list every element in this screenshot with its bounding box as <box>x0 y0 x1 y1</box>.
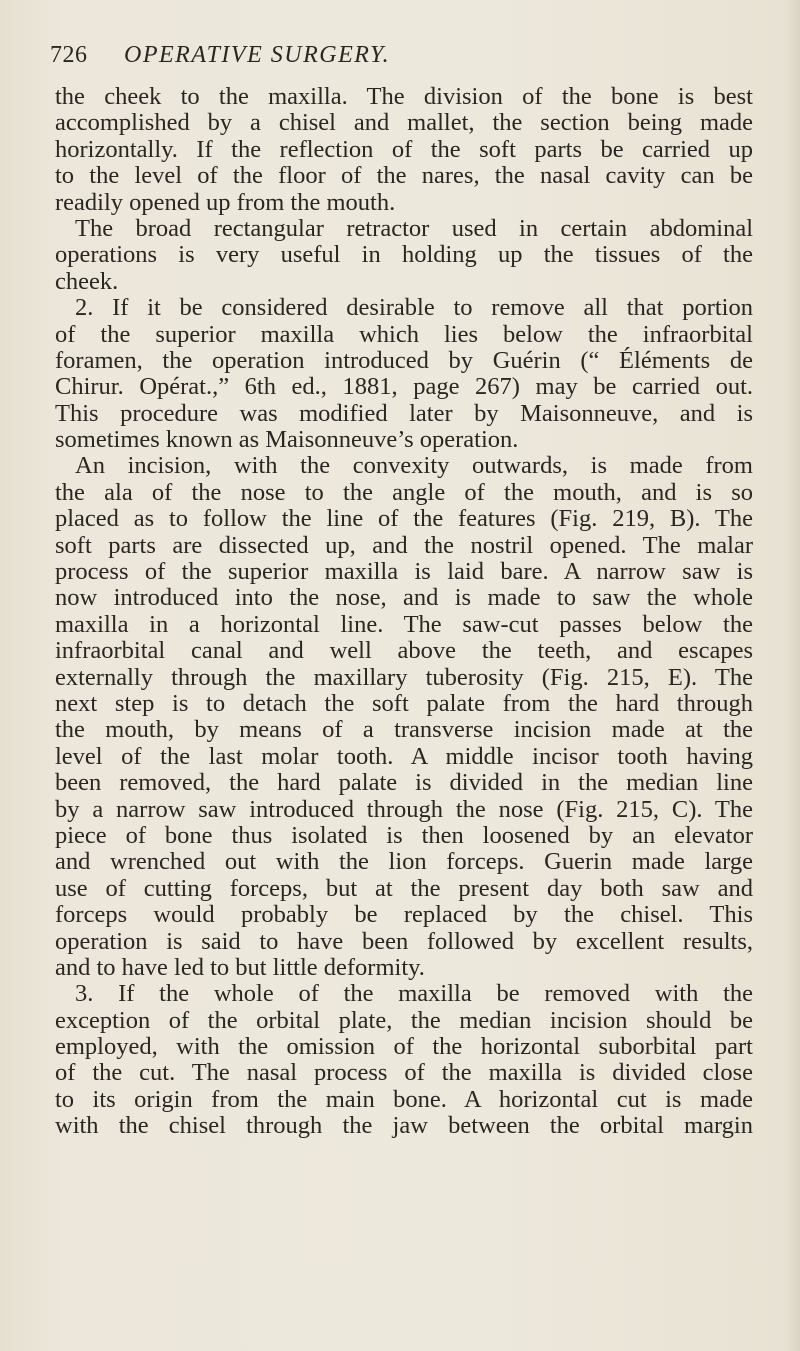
body-text <box>55 84 753 1140</box>
text-line: exception of the orbital plate, the median incision should be <box>55 1006 753 1034</box>
text-line: to the level of the floor of the nares, the nasal cavity can be <box>55 162 753 190</box>
text-line: use of cutting forceps, but at the present day both saw and <box>55 874 753 902</box>
text-line: horizontally. If the reflection of the soft parts be carried up <box>55 135 753 163</box>
page-header <box>0 36 800 76</box>
text-line: externally through the maxillary tuberosity (Fig. 215, E). The <box>55 663 753 691</box>
text-line: and wrenched out with the lion forceps. Guerin made large <box>55 848 753 876</box>
text-line: of the cut. The nasal process of the maxilla is divided close <box>55 1059 753 1087</box>
text-line: accomplished by a chisel and mallet, the section being made <box>55 109 753 137</box>
text-line: This procedure was modified later by Maisonneuve, and is <box>55 399 753 427</box>
text-line: operation is said to have been followed by excellent results, <box>55 927 753 955</box>
text-line: the cheek to the maxilla. The division of the bone is best <box>55 83 753 110</box>
text-line: level of the last molar tooth. A middle incisor tooth having <box>55 742 753 770</box>
text-line: next step is to detach the soft palate from the hard through <box>55 689 753 717</box>
page-number: 726 <box>50 42 88 68</box>
text-line: cheek. <box>55 267 119 295</box>
text-line: process of the superior maxilla is laid bare. A narrow saw is <box>55 558 753 586</box>
text-line: piece of bone thus isolated is then loosened by an elevator <box>55 821 753 849</box>
text-line: An incision, with the convexity outwards, is made from <box>75 452 753 480</box>
text-line: and to have led to but little deformity. <box>55 953 425 981</box>
text-line: infraorbital canal and well above the teeth, and escapes <box>55 637 753 665</box>
text-line: 3. If the whole of the maxilla be removed with the <box>75 980 753 1008</box>
text-line: maxilla in a horizontal line. The saw-cut passes below the <box>55 610 753 638</box>
text-line: readily opened up from the mouth. <box>55 188 396 216</box>
text-line: The broad rectangular retractor used in certain abdominal <box>75 214 753 242</box>
text-line: with the chisel through the jaw between the orbital margin <box>55 1112 753 1140</box>
text-line: the ala of the nose to the angle of the mouth, and is so <box>55 478 753 506</box>
text-line: sometimes known as Maisonneuve’s operation. <box>55 426 519 454</box>
text-line: employed, with the omission of the horizontal suborbital part <box>55 1033 753 1061</box>
text-line: operations is very useful in holding up the tissues of the <box>55 241 753 269</box>
text-line: forceps would probably be replaced by the chisel. This <box>55 901 753 929</box>
text-line: foramen, the operation introduced by Guérin (“ Éléments de <box>55 346 753 374</box>
page-edge-shadow <box>786 0 800 1351</box>
text-line: soft parts are dissected up, and the nostril opened. The malar <box>55 531 753 559</box>
text-line: Chirur. Opérat.,” 6th ed., 1881, page 267) may be carried out. <box>55 373 753 401</box>
text-line: placed as to follow the line of the features (Fig. 219, B). The <box>55 505 753 533</box>
text-line: by a narrow saw introduced through the nose (Fig. 215, C). The <box>55 795 753 823</box>
text-line: been removed, the hard palate is divided in the median line <box>55 769 753 797</box>
text-line: now introduced into the nose, and is made to saw the whole <box>55 584 753 612</box>
text-line: of the superior maxilla which lies below the infraorbital <box>55 320 753 348</box>
text-line: to its origin from the main bone. A horizontal cut is made <box>55 1085 753 1113</box>
running-head: OPERATIVE SURGERY. <box>124 42 391 68</box>
text-line: the mouth, by means of a transverse incision made at the <box>55 716 753 744</box>
text-line: 2. If it be considered desirable to remove all that portion <box>75 294 753 322</box>
